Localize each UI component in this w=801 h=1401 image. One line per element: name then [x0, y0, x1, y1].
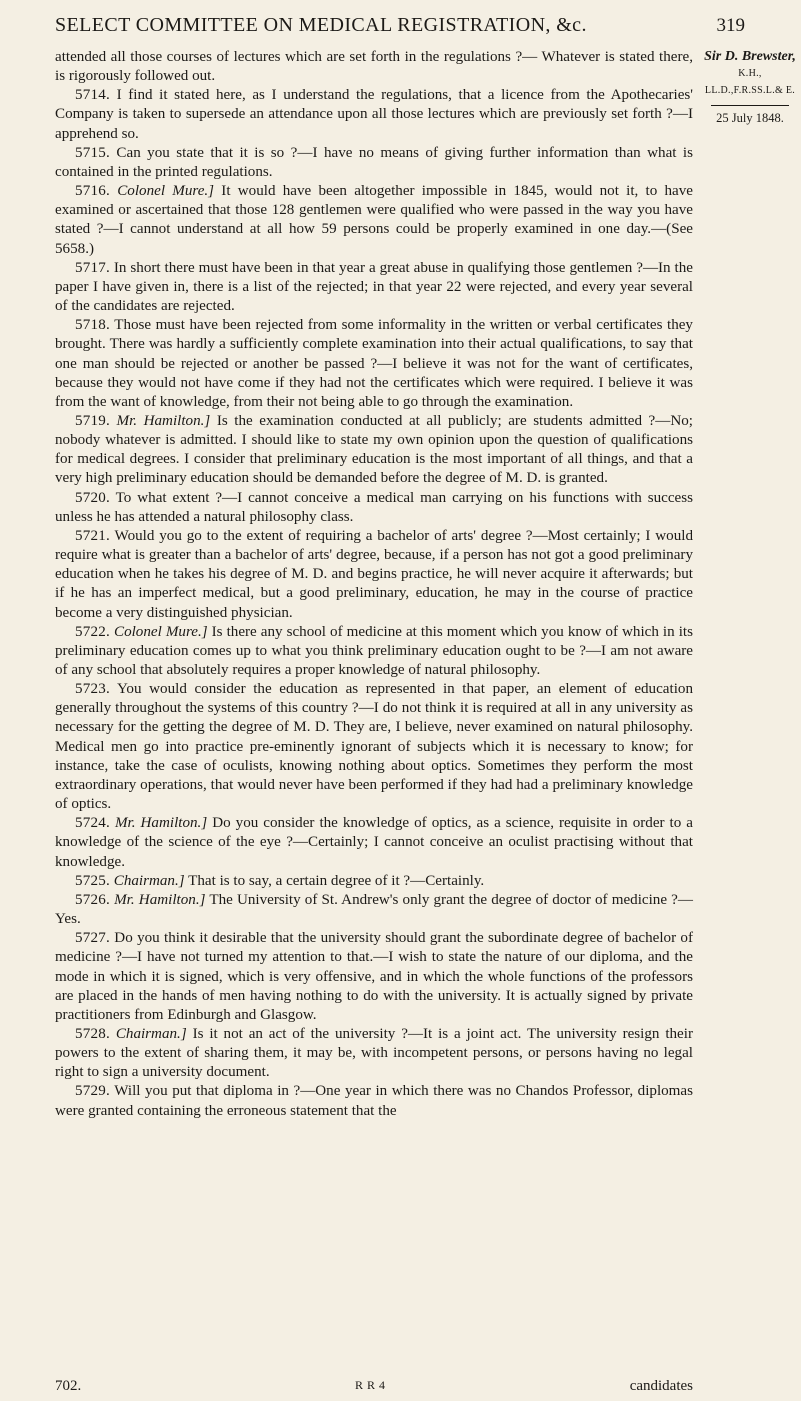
- footer-number: 702.: [55, 1378, 82, 1394]
- paragraph: 5714. I find it stated here, as I understand the regulations, that a licence from the Apothecaries' Company is taken to supersede an attendance upon all those lectures which are previously set forth ?—I apprehend so.: [55, 87, 693, 142]
- paragraph: 5721. Would you go to the extent of requiring a bachelor of arts' degree ?—Most certainly; I would require what is greater than a bachelor of arts' degree, because, if a person has not got a good preliminary education when he takes his degree of M. D. and begins practice, he will never acquire it afterwards; but if he has an imperfect medical, but a good preliminary, education, he may in the course of practice become a very distinguished physician.: [55, 527, 693, 621]
- margin-note: [700, 48, 800, 127]
- page-header: [55, 14, 745, 40]
- paragraph: 5718. Those must have been rejected from some informality in the written or verbal certificates they brought. There was hardly a sufficiently complete examination into their actual qualifications, to say that one man should be rejected or another be passed ?—I believe it was not for the want of certificates, because they would not have come if they had not the certificates which were required. I believe it was from the want of knowledge, from their not being able to go through the examination.: [55, 317, 693, 410]
- page-footer: [55, 1378, 693, 1398]
- page-number: 319: [716, 15, 745, 36]
- testimony-body: [55, 48, 693, 1121]
- margin-rule: [711, 105, 789, 106]
- witness-name: Sir D. Brewster,: [704, 49, 796, 64]
- paragraph: 5715. Can you state that it is so ?—I have no means of giving further information than what is contained in the printed regulations.: [55, 144, 693, 180]
- paragraph: 5726. Mr. Hamilton.] The University of St. Andrew's only grant the degree of doctor of medicine ?—Yes.: [55, 891, 693, 928]
- catchword: candidates: [629, 1378, 693, 1394]
- signature-mark: R R 4: [355, 1378, 386, 1392]
- paragraph: 5722. Colonel Mure.] Is there any school of medicine at this moment which you know of which in its preliminary education comes up to what you think preliminary education ought to be ?—I am not aware of any school that absolutely requires a proper knowledge of natural philosophy.: [55, 623, 693, 678]
- paragraph: 5725. Chairman.] That is to say, a certain degree of it ?—Certainly.: [75, 872, 485, 889]
- paragraph: 5719. Mr. Hamilton.] Is the examination conducted at all publicly; are students admitted ?—No; nobody whatever is admitted. I should like to state my own opinion upon the question of qualifications for medical degrees. I consider that preliminary education is the most important of all things, and that a very high preliminary education should be demanded before the degree of M. D. is granted.: [55, 412, 693, 487]
- witness-honours: K.H.,: [738, 68, 762, 79]
- paragraph: 5728. Chairman.] Is it not an act of the university ?—It is a joint act. The university resign their powers to the extent of sharing them, it may be, with incompetent persons, or persons having no legal right to sign a university document.: [55, 1025, 693, 1081]
- paragraph: attended all those courses of lectures which are set forth in the regulations ?— Whatever is stated there, is rigorously followed out.: [55, 49, 693, 85]
- paragraph: 5723. You would consider the education as represented in that paper, an element of education generally throughout the systems of this country ?—I do not think it is required at all in any university as necessary for the getting the degree of M. D. They are, I believe, never examined on natural philosophy. Medical men go into practice pre-eminently ignorant of subjects which it is necessary to know; for instance, take the case of oculists, knowing nothing about optics. Sometimes they perform the most extraordinary operations, that would never have been performed if they had had a preliminary knowledge of optics.: [55, 681, 693, 813]
- paragraph: 5716. Colonel Mure.] It would have been altogether impossible in 1845, would not it, to have examined or ascertained that those 128 gentlemen were qualified who were passed in the way you have stated ?—I cannot understand at all how 59 persons could be properly examined in one day.—(See 5658.): [55, 183, 694, 257]
- testimony-date: 25 July 1848.: [716, 111, 784, 125]
- paragraph: 5724. Mr. Hamilton.] Do you consider the knowledge of optics, as a science, requisite in order to a knowledge of the science of the eye ?—Certainly; I cannot conceive an oculist practising without that knowledge.: [55, 815, 693, 870]
- paragraph: 5727. Do you think it desirable that the university should grant the subordinate degree of bachelor of medicine ?—I have not turned my attention to that.—I wish to state the nature of our diploma, and the mode in which it is signed, which is very offensive, and in which the whole functions of the professors are placed in the hands of men having nothing to do with the university. It is actually signed by private practitioners from Edinburgh and Glasgow.: [55, 930, 693, 1023]
- paragraph: 5720. To what extent ?—I cannot conceive a medical man carrying on his functions with success unless he has attended a natural philosophy class.: [55, 489, 693, 525]
- paragraph: 5717. In short there must have been in that year a great abuse in qualifying those gentlemen ?—In the paper I have given in, there is a list of the rejected; in that year 22 were rejected, and every year several of the candidates are rejected.: [55, 259, 693, 315]
- paragraph: 5729. Will you put that diploma in ?—One year in which there was no Chandos Professor, diplomas were granted containing the erroneous statement that the: [55, 1083, 693, 1119]
- running-title: SELECT COMMITTEE ON MEDICAL REGISTRATION, &c.: [55, 14, 587, 36]
- witness-degrees: LL.D.,F.R.SS.L.& E.: [704, 85, 796, 96]
